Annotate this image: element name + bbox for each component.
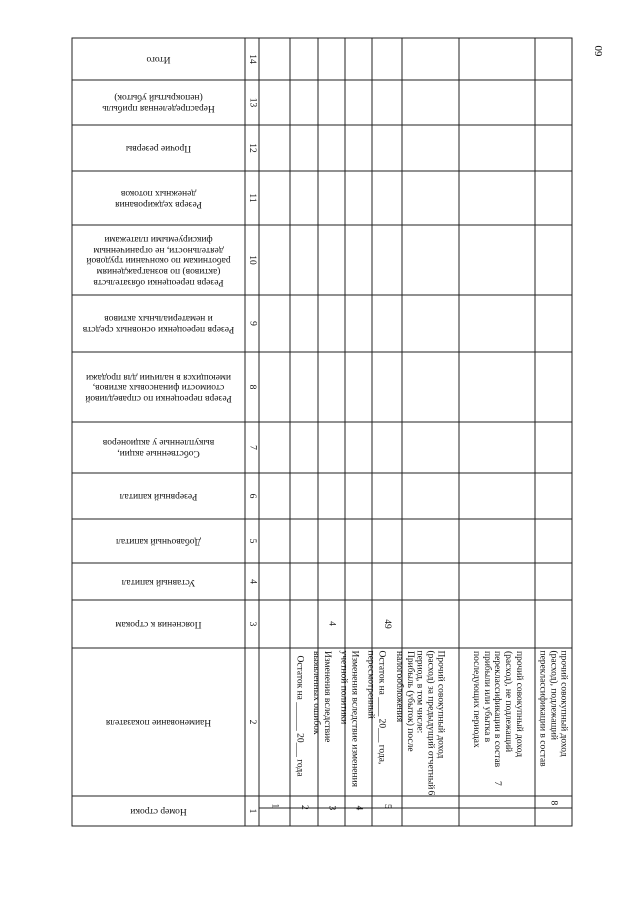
row-name: Изменения вследствие выявленных ошибок xyxy=(311,651,332,743)
column-number: 14 xyxy=(247,54,258,64)
column-number: 8 xyxy=(247,384,258,390)
header-retained-earnings: Нераспределенная прибыль (непокрытый убыток) xyxy=(102,92,215,114)
header-reserve-employee-obligations: Резерв переоценки обязательств (активов) по вознаграждениям работникам по окончании трудовой деятельности, не ограниченным фиксируемыми платежами xyxy=(86,234,231,287)
header-reserve-fixed-assets: Резерв переоценки основных средств и нематериальных активов xyxy=(82,313,235,335)
header-explanations: Пояснения к строкам xyxy=(115,619,202,630)
row-number: 5 xyxy=(382,804,393,809)
header-indicator-name: Наименование показателя xyxy=(105,717,212,728)
header-fv-reserve: Резерв переоценки по справедливой стоимости финансовых активов, имеющихся в наличии для продажи xyxy=(85,371,232,403)
column-number: 11 xyxy=(247,193,258,203)
column-number: 12 xyxy=(247,143,258,153)
row-name: прочий совокупный доход (расход), не подлежащий переклассификации в состав прибыли или убытка в последующих периодах xyxy=(471,651,524,768)
row-number: 8 xyxy=(548,800,559,806)
header-additional-capital: Добавочный капитал xyxy=(116,536,201,547)
row-name: Прибыль (убыток) после налогообложения xyxy=(394,651,415,752)
row-number: 6 xyxy=(425,790,436,796)
row-number: 3 xyxy=(326,805,337,811)
column-number: 1 xyxy=(247,808,258,814)
row-name: Остаток на ____ 20___ года, пересмотренный xyxy=(366,650,387,765)
column-number: 5 xyxy=(247,538,258,544)
row-number: 7 xyxy=(492,781,503,786)
row-name: Прочий совокупный доход (расход) за предыдущий отчетный период, в том числе: xyxy=(414,650,446,790)
row-number: 2 xyxy=(299,805,310,810)
column-number: 4 xyxy=(247,579,258,584)
row-name: прочий совокупный доход (расход), подлежащий переклассификации в состав xyxy=(537,650,569,767)
header-other-reserves: Прочие резервы xyxy=(125,143,192,154)
header-reserve-capital: Резервный капитал xyxy=(119,491,198,502)
column-number: 13 xyxy=(247,97,258,108)
row-number: 4 xyxy=(353,805,364,811)
row-name: Изменения вследствие изменения учетной политики xyxy=(339,650,360,788)
column-number: 7 xyxy=(247,445,258,450)
column-number: 10 xyxy=(247,255,258,265)
column-number: 3 xyxy=(247,621,258,627)
header-cash-flow-hedge: Резерв хеджирования денежных потоков xyxy=(115,188,202,209)
column-number: 9 xyxy=(247,321,258,326)
row-explanation: 4 xyxy=(326,621,337,626)
header-treasury-shares: Собственные акции, выкупленные у акционеров xyxy=(102,437,215,459)
page-number: 60 xyxy=(593,45,605,57)
row-number: 1 xyxy=(269,803,280,809)
header-authorized-capital: Уставный капитал xyxy=(121,576,196,587)
row-explanation: 49 xyxy=(382,619,393,629)
header-row-number: Номер строки xyxy=(130,806,187,817)
row-name: Остаток на ______ 20___ года xyxy=(294,655,305,777)
column-number: 2 xyxy=(247,719,258,725)
column-number: 6 xyxy=(247,493,258,499)
header-total: Итого xyxy=(146,54,171,65)
